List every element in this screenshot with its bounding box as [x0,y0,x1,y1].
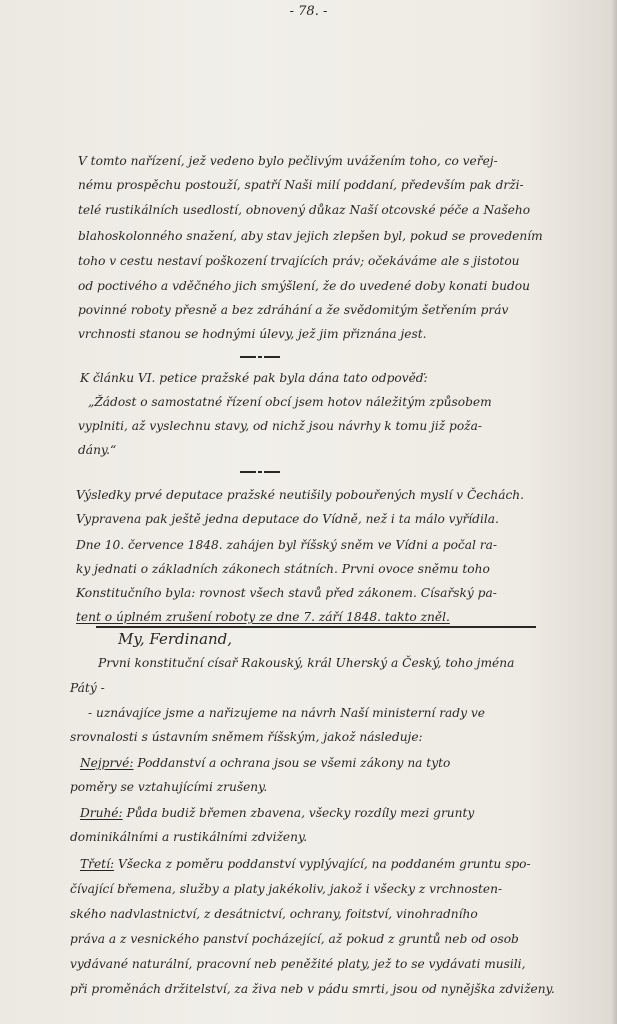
text-line: dominikálními a rustikálními zdviženy. [70,830,308,844]
text-line: „Žádost o samostatné řízení obcí jsem hotov náležitým způsobem [88,395,492,409]
text-line: práva a z vesnického panství pocházející, až pokud z gruntů neb od osob [70,932,519,946]
text-segment: Všecka z poměru poddanství vyplývající, na poddaném gruntu spo- [114,857,531,871]
article-first [80,756,450,770]
text-line: nému prospěchu postouží, spatří Naši milí poddaní, především pak drži- [78,178,524,192]
text-line: telé rustikálních usedlostí, obnovený důkaz Naší otcovské péče a Našeho [78,203,531,217]
text-line: Výsledky prvé deputace pražské neutišily pobouřených myslí v Čechách. [76,488,525,502]
horizontal-rule [96,626,536,628]
text-line: čívající břemena, služby a platy jakékoliv, jakož i všecky z vrchnosten- [70,882,503,896]
text-line: srovnalosti s ústavním sněmem říšským, jakož následuje: [70,730,423,744]
paragraph-deputation [76,488,586,638]
text-line: V tomto nařízení, jež vedeno bylo pečlivým uvážením toho, co veřej- [78,154,498,168]
text-line: vyplniti, až vyslechnu stavy, od nichž jsou návrhy k tomu již poža- [78,419,482,433]
text-line: - uznávajíce jsme a nařizujeme na návrh Naší ministerní rady ve [88,706,485,720]
article-third [80,857,531,871]
text-line: toho v cestu nestaví poškození trvajících práv; očekáváme ale s jistotou [78,254,520,268]
text-line: při proměnách držitelství, za živa neb v pádu smrti, jsou od nynějška zdviženy. [70,982,555,996]
text-line: poměry se vztahujícími zrušeny. [70,780,268,794]
article-label: Třetí: [80,857,115,871]
text-line: vrchnosti stanou se hodnými úlevy, jež jim přiznána jest. [78,327,427,341]
text-segment: Půda budiž břemen zbavena, všecky rozdíly mezi grunty [122,806,475,820]
text-line: ky jednati o základních zákonech státních. Prvni ovoce sněmu toho [76,562,490,576]
paragraph-petition-reply [78,371,578,461]
text-line: vydávané naturální, pracovní neb peněžité platy, jež to se vydávati musili, [70,957,526,971]
article-label: Druhé: [80,806,123,820]
text-line: blahoskolonného snažení, aby stav jejich zlepšen byl, pokud se provedením [78,229,543,243]
patent-heading: My, Ferdinand, [118,630,233,648]
text-line: dány.“ [78,443,117,457]
text-line: K článku VI. petice pražské pak byla dána tato odpověď: [80,371,428,385]
page-edge-shadow [611,0,617,1024]
text-line: povinné roboty přesně a bez zdráhání a že svědomitým šetřením práv [78,303,509,317]
text-line: ského nadvlastnictví, z desátnictví, ochrany, foitství, vinohradního [70,907,478,921]
text-line: Vypravena pak ještě jedna deputace do Vídně, než i ta málo vyřídila. [76,512,499,526]
section-divider [240,465,280,479]
text-line: Prvni konstituční císař Rakouský, král Uherský a Český, toho jména [98,656,515,670]
text-segment: Poddanství a ochrana jsou se všemi zákony na tyto [133,756,451,770]
text-line: Pátý - [70,681,105,695]
patent-text [70,630,590,1010]
page-number: - 78. - [289,4,328,19]
text-line: od poctivého a vděčného jich smýšlení, že do uvedené doby konati budou [78,279,530,293]
text-line: Konstitučního byla: rovnost všech stavů před zákonem. Císařský pa- [76,586,497,600]
paragraph-decree [78,154,578,354]
article-second [80,806,474,820]
text-line: tent o úplném zrušení roboty ze dne 7. září 1848. takto zněl. [76,610,450,624]
article-label: Nejprvé: [80,756,134,770]
section-divider [240,350,280,364]
text-line: Dne 10. července 1848. zahájen byl říšský sněm ve Vídni a počal ra- [76,538,497,552]
